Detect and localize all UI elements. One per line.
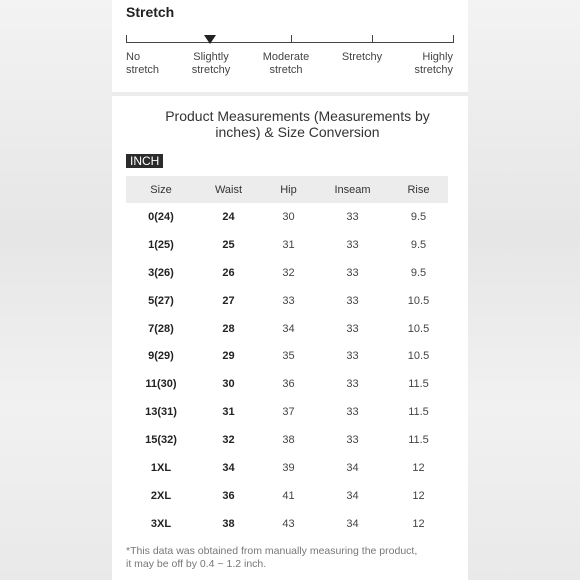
table-row xyxy=(126,287,448,315)
table-cell: 34 xyxy=(346,461,359,474)
table-title: Product Measurements (Measurements by inches) & Size Conversion xyxy=(165,108,430,140)
table-body xyxy=(126,203,448,538)
table-cell: 11.5 xyxy=(408,378,429,391)
table-cell: 31 xyxy=(282,238,295,251)
table-cell: 32 xyxy=(222,434,235,447)
table-cell: 12 xyxy=(412,489,425,502)
table-cell: 41 xyxy=(282,489,295,502)
column-header: Hip xyxy=(261,176,316,203)
table-cell: 1(25) xyxy=(148,238,174,251)
table-cell: 36 xyxy=(282,378,295,391)
table-cell: 33 xyxy=(346,210,359,223)
table-row xyxy=(126,370,448,398)
table-cell: 10.5 xyxy=(407,350,430,363)
table-row xyxy=(126,454,448,482)
table-cell: 11.5 xyxy=(408,406,429,419)
table-cell: 28 xyxy=(222,322,235,335)
table-cell: 10.5 xyxy=(407,322,430,335)
stretch-tick xyxy=(372,35,373,43)
table-cell: 11.5 xyxy=(408,434,429,447)
table-cell: 33 xyxy=(346,238,359,251)
table-row xyxy=(126,426,448,454)
table-cell: 24 xyxy=(222,210,235,223)
table-cell: 36 xyxy=(222,489,235,502)
table-cell: 38 xyxy=(282,434,295,447)
table-cell: 25 xyxy=(222,238,235,251)
table-cell: 11(30) xyxy=(145,378,177,391)
table-cell: 10.5 xyxy=(407,294,430,307)
table-cell: 33 xyxy=(346,406,359,419)
stretch-tick xyxy=(291,35,292,43)
stretch-tick xyxy=(126,35,127,43)
table-cell: 12 xyxy=(412,461,425,474)
table-cell: 30 xyxy=(222,378,235,391)
stretch-level-label: No stretch xyxy=(126,51,160,76)
background-left xyxy=(0,0,112,580)
stretch-level-label: Moderate stretch xyxy=(262,51,310,76)
table-cell: 31 xyxy=(222,406,235,419)
table-cell: 37 xyxy=(282,406,295,419)
table-cell: 33 xyxy=(346,350,359,363)
table-cell: 30 xyxy=(282,210,295,223)
stretch-level-label: Stretchy xyxy=(341,51,383,63)
table-cell: 32 xyxy=(282,266,295,279)
table-cell: 35 xyxy=(282,350,295,363)
stretch-title: Stretch xyxy=(126,4,175,20)
stretch-scale-line xyxy=(126,42,453,43)
table-cell: 34 xyxy=(346,517,359,530)
stretch-level-label: Slightly stretchy xyxy=(191,51,231,76)
table-row xyxy=(126,259,448,287)
table-cell: 43 xyxy=(282,517,295,530)
table-row xyxy=(126,203,448,231)
table-cell: 39 xyxy=(282,461,295,474)
table-cell: 34 xyxy=(222,461,235,474)
table-cell: 33 xyxy=(282,294,295,307)
unit-badge: INCH xyxy=(126,154,163,168)
table-row xyxy=(126,398,448,426)
measurement-note: *This data was obtained from manually measuring the product, it may be off by 0.4 ~ 1.2 inch. xyxy=(126,545,418,570)
table-cell: 9(29) xyxy=(148,350,174,363)
table-cell: 2XL xyxy=(150,489,172,502)
table-cell: 9.5 xyxy=(410,266,427,279)
background-right xyxy=(468,0,580,580)
table-cell: 15(32) xyxy=(145,434,177,447)
table-row xyxy=(126,482,448,510)
column-header: Rise xyxy=(389,176,448,203)
table-cell: 27 xyxy=(222,294,235,307)
table-cell: 9.5 xyxy=(410,210,427,223)
stretch-level-label: Highly stretchy xyxy=(414,51,453,76)
table-header-row xyxy=(126,176,448,203)
table-row xyxy=(126,510,448,538)
table-cell: 34 xyxy=(346,489,359,502)
table-cell: 34 xyxy=(282,322,295,335)
table-cell: 7(28) xyxy=(148,322,174,335)
table-cell: 3XL xyxy=(150,517,172,530)
table-cell: 33 xyxy=(346,294,359,307)
stretch-tick xyxy=(453,35,454,43)
column-header: Waist xyxy=(196,176,261,203)
table-cell: 26 xyxy=(222,266,235,279)
table-cell: 29 xyxy=(222,350,235,363)
column-header: Inseam xyxy=(316,176,389,203)
table-cell: 33 xyxy=(346,434,359,447)
table-row xyxy=(126,231,448,259)
table-cell: 9.5 xyxy=(410,238,427,251)
table-cell: 13(31) xyxy=(145,406,177,419)
table-cell: 12 xyxy=(412,517,425,530)
table-cell: 33 xyxy=(346,266,359,279)
table-cell: 33 xyxy=(346,378,359,391)
table-row xyxy=(126,342,448,370)
size-table xyxy=(126,176,448,538)
table-row xyxy=(126,315,448,343)
stretch-selected-marker xyxy=(204,35,216,44)
table-cell: 5(27) xyxy=(148,294,174,307)
table-cell: 33 xyxy=(346,322,359,335)
table-cell: 3(26) xyxy=(148,266,174,279)
table-cell: 1XL xyxy=(150,461,172,474)
table-cell: 0(24) xyxy=(148,210,174,223)
column-header: Size xyxy=(126,176,196,203)
table-cell: 38 xyxy=(222,517,235,530)
